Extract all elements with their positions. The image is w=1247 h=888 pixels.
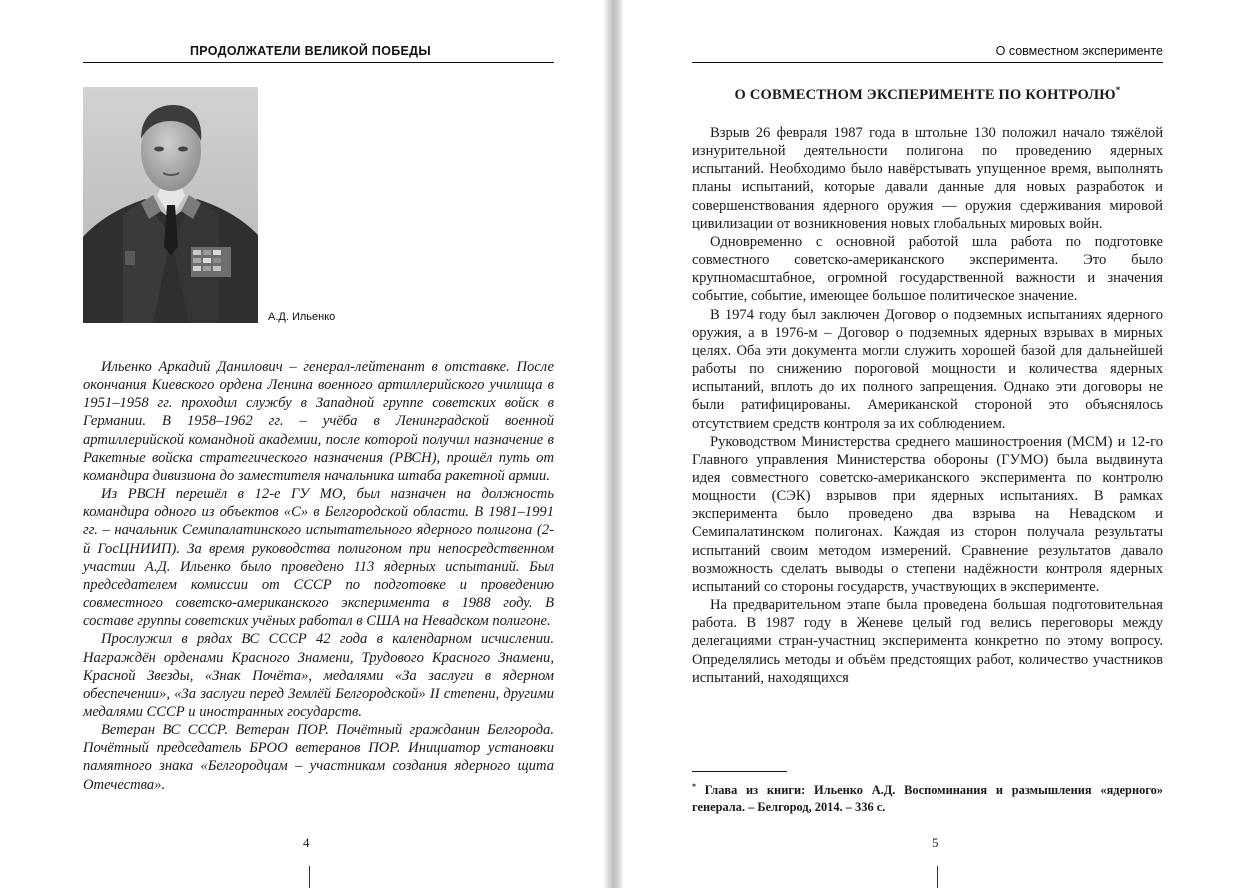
footnote-text: Глава из книги: Ильенко А.Д. Воспоминания и размышления «ядерного» генерала. – Белгород, 2014. – 336 с. — [692, 783, 1163, 814]
page-number: 5 — [932, 835, 939, 850]
article-paragraph: В 1974 году был заключен Договор о подземных испытаниях ядерного оружия, а в 1976-м – Договор о подземных ядерных взрывах в мирных целях. Оба эти документа могли служить хорошей базой для дальнейшей работы по снижению пороговой мощности и количества ядерных испытаний, вплоть до их полного запрещения. Однако эти договоры не были ратифицированы. Американской стороной это объяснялось отсутствием средств контроля за их соблюдением. — [692, 306, 1163, 432]
photo-caption: А.Д. Ильенко — [268, 311, 336, 323]
bio-paragraph: Ветеран ВС СССР. Ветеран ПОР. Почётный гражданин Белгорода. Почётный председатель БРОО ветеранов ПОР. Инициатор установки памятного знака «Белгородцам – участникам создания ядерного щита Отечества». — [83, 722, 554, 793]
article-title — [692, 85, 1163, 104]
bio-paragraph: Прослужил в рядах ВС СССР 42 года в календарном исчислении. Награждён орденами Красного Знамени, Трудового Красного Знамени, Красной Звезды, «Знак Почёта», медалями «За заслуги в ядерном обеспечении», «За заслуги перед Землёй Белгородской» II степени, другими медалями СССР и иностранных государств. — [83, 631, 554, 720]
page-number: 4 — [303, 835, 310, 850]
article-title-text: О СОВМЕСТНОМ ЭКСПЕРИМЕНТЕ ПО КОНТРОЛЮ — [734, 86, 1116, 103]
article-paragraph: Руководством Министерства среднего машиностроения (МСМ) и 12-го Главного управления Министерства обороны (ГУМО) была выдвинута идея совместного советско-американского эксперимента по контролю мощности (СЭК) взрывов при ядерных испытаниях. В рамках эксперимента было проведено два взрыва на Невадском и Семипалатинском полигонах. Каждая из сторон получала результаты испытаний своим методом измерений. Сравнение результатов давало возможность сделать выводы о степени надёжности контроля ядерных испытаний со стороны государств, участвующих в эксперименте. — [692, 433, 1163, 595]
running-head: О совместном эксперименте — [995, 44, 1163, 58]
footnote-marker: * — [692, 782, 696, 791]
bio-paragraph: Из РВСН перешёл в 12-е ГУ МО, был назначен на должность командира одного из объектов «С» в Белгородской области. В 1981–1991 гг. – начальник Семипалатинского испытательного ядерного полигона (2-й ГосЦНИИП). За время руководства полигоном при непосредственном участии А.Д. Ильенко было проведено 113 ядерных испытаний. Был председателем комиссии от СССР по подготовке и проведению совместного советско-американского эксперимента в 1988 году. В составе группы советских учёных работал в США на Невадском полигоне. — [83, 486, 554, 630]
page-edge-mark — [937, 866, 938, 888]
footnote-marker: * — [1115, 85, 1121, 95]
article-paragraph: Одновременно с основной работой шла работа по подготовке совместного советско-американского эксперимента. Это было крупномасштабное, огромной государственной важности и значения событие, событие, имеющее большое политическое значение. — [692, 233, 1163, 305]
bio-paragraph: Ильенко Аркадий Данилович – генерал-лейтенант в отставке. После окончания Киевского ордена Ленина военного артиллерийского училища в 1951–1958 гг. проходил службу в Западной группе советских войск в Германии. В 1958–1962 гг. – учёба в Ленинградской военной артиллерийской командной академии, после которой получил назначение в Ракетные войска стратегического назначения (РВСН), прошёл путь от командира дивизиона до заместителя начальника штаба ракетной армии. — [83, 359, 554, 484]
footnote — [692, 779, 1163, 815]
footnote-rule — [692, 771, 787, 772]
article-paragraph: Взрыв 26 февраля 1987 года в штольне 130 положил начало тяжёлой изнурительной деятельности полигона по проведению ядерных испытаний. Необходимо было навёрстывать упущенное время, выполнять планы испытаний, которые давали данные для новых разработок и совершенствования ядерного оружия — оружия сдерживания мировой цивилизации от возникновения новых глобальных мировых войн. — [692, 125, 1163, 232]
running-head: ПРОДОЛЖАТЕЛИ ВЕЛИКОЙ ПОБЕДЫ — [190, 44, 431, 58]
header-rule — [692, 62, 1163, 63]
article-text — [692, 124, 1163, 687]
article-paragraph: На предварительном этапе была проведена большая подготовительная работа. В 1987 году в Женеве целый год велись переговоры между делегациями стран-участниц эксперимента конкретно по этому вопросу. Определялись методы и объём предстоящих работ, количество участников испытаний, находящихся — [692, 597, 1163, 686]
